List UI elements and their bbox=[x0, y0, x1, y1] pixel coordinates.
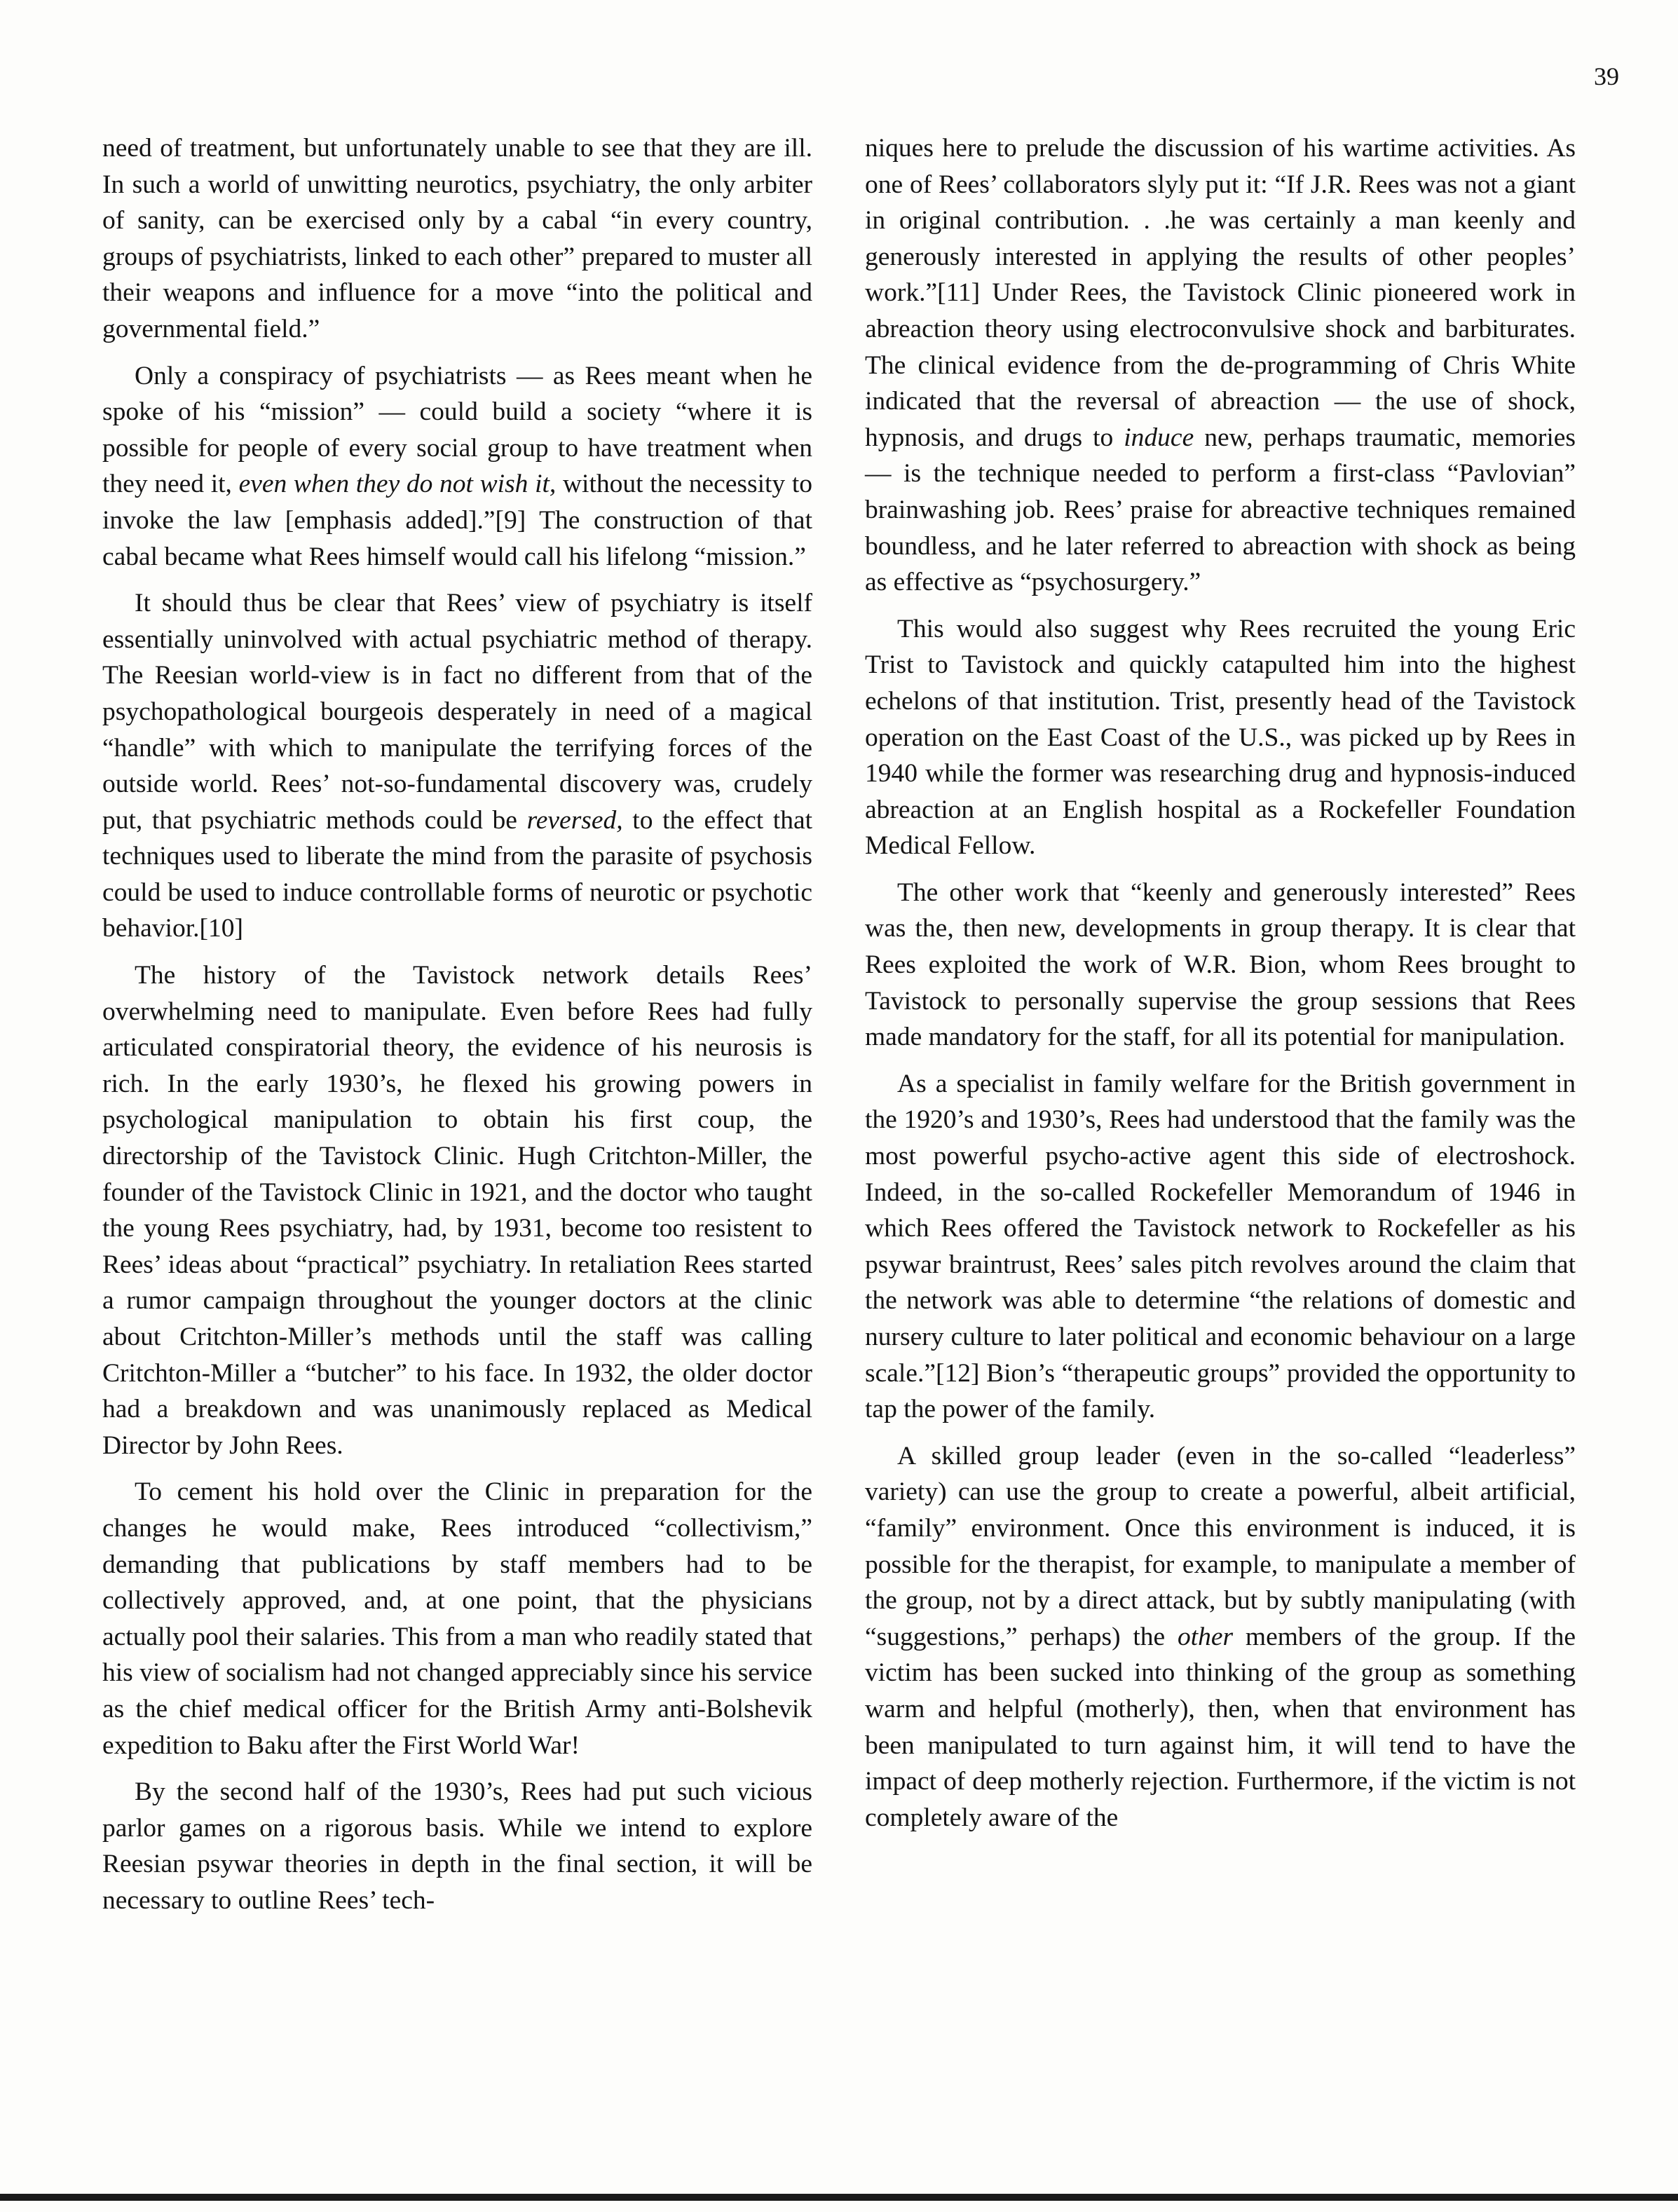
paragraph bbox=[865, 130, 1576, 601]
paragraph-text: The history of the Tavistock network details Rees’ overwhelming need to manipulate. Even before Rees had fully articulated conspiratorial theory, the evidence of his neurosis is rich. In the early 1930’s, he flexed his growing powers in psychological manipulation to obtain his first coup, the directorship of the Tavistock Clinic. Hugh Critchton-Miller, the founder of the Tavistock Clinic in 1921, and the doctor who taught the young Rees psychiatry, had, by 1931, become too resistent to Rees’ ideas about “practical” psychiatry. In retaliation Rees started a rumor campaign throughout the younger doctors at the clinic about Critchton-Miller’s methods until the staff was calling Critchton-Miller a “butcher” to his face. In 1932, the older doctor had a breakdown and was unanimously replaced as Medical Director by John Rees. bbox=[102, 961, 812, 1460]
paragraph bbox=[865, 1066, 1576, 1428]
emphasis-text: even when they do not wish it, bbox=[238, 470, 557, 499]
paragraph-text: To cement his hold over the Clinic in preparation for the changes he would make, Rees introduced “collectivism,” demanding that publications by staff members had to be collectively approved, and, at one point, that the physicians actually pool their salaries. This from a man who readily stated that his view of socialism had not changed appreciably since his service as the chief medical officer for the British Army anti-Bolshevik expedition to Baku after the First World War! bbox=[102, 1477, 812, 1760]
paragraph bbox=[102, 1774, 812, 1918]
bottom-scan-edge bbox=[0, 2194, 1678, 2201]
paragraph-text: new, perhaps traumatic, memories — is the technique needed to perform a first-class “Pavlovian” brainwashing job. Rees’ praise for abreactive techniques remained boundless, and he later referred to abreaction with shock as being as effective as “psychosurgery.” bbox=[865, 423, 1576, 597]
paragraph-text: As a specialist in family welfare for the British government in the 1920’s and 1930’s, Rees had understood that the family was the most powerful psycho-active agent this side of electroshock. Indeed, in the so-called Rockefeller Memorandum of 1946 in which Rees offered the Tavistock network to Rockefeller as his psywar braintrust, Rees’ sales pitch revolves around the claim that the network was able to determine “the relations of domestic and nursery culture to later political and economic behaviour on a large scale.”[12] Bion’s “therapeutic groups” provided the opportunity to tap the power of the family. bbox=[865, 1069, 1576, 1424]
paragraph bbox=[102, 1474, 812, 1763]
paragraph-text: without the necessity to invoke the law [emphasis added].”[9] The construction of that cabal became what Rees himself would call his lifelong “mission.” bbox=[102, 470, 812, 571]
paragraph bbox=[102, 957, 812, 1463]
paragraph bbox=[865, 611, 1576, 864]
paragraph-text: to the effect that techniques used to liberate the mind from the parasite of psychosis could be used to induce controllable forms of neurotic or psychotic behavior.[10] bbox=[102, 805, 813, 943]
paragraph-text: need of treatment, but unfortunately unable to see that they are ill. In such a world of unwitting neurotics, psychiatry, the only arbiter of sanity, can be exercised only by a cabal “in every country, groups of psychiatrists, linked to each other” prepared to muster all their weapons and influence for a move “into the political and governmental field.” bbox=[102, 134, 812, 343]
paragraph-text: It should thus be clear that Rees’ view of psychiatry is itself essentially uninvolved with actual psychiatric method of therapy. The Reesian world-view is in fact no different from that of the psychopathological bourgeois desperately in need of a magical “handle” with which to manipulate the terrifying forces of the outside world. Rees’ not-so-fundamental discovery was, crudely put, that psychiatric methods could be bbox=[102, 589, 812, 835]
paragraph-text: Only a conspiracy of psychiatrists — as Rees meant when he spoke of his “mission” — could build a society “where it is possible for people of every social group to have treatment when they need it, bbox=[102, 361, 812, 499]
paragraph bbox=[102, 358, 812, 575]
text-column-left bbox=[102, 130, 812, 1930]
paragraph bbox=[102, 130, 812, 348]
paragraph bbox=[865, 1438, 1576, 1836]
emphasis-text: other bbox=[1177, 1622, 1234, 1651]
paragraph-text: This would also suggest why Rees recruited the young Eric Trist to Tavistock and quickly catapulted him into the highest echelons of that institution. Trist, presently head of the Tavistock operation on the East Coast of the U.S., was picked up by Rees in 1940 while the former was researching drug and hypnosis-induced abreaction at an English hospital as a Rockefeller Foundation Medical Fellow. bbox=[865, 614, 1576, 861]
emphasis-text: induce bbox=[1124, 423, 1194, 452]
paragraph-text: The other work that “keenly and generously interested” Rees was the, then new, developments in group therapy. It is clear that Rees exploited the work of W.R. Bion, whom Rees brought to Tavistock to personally supervise the group sessions that Rees made mandatory for the staff, for all its potential for manipulation. bbox=[865, 878, 1576, 1052]
emphasis-text: reversed, bbox=[526, 805, 623, 835]
page-number: 39 bbox=[1594, 62, 1619, 90]
paragraph-text: niques here to prelude the discussion of his wartime activities. As one of Rees’ collaborators slyly put it: “If J.R. Rees was not a giant in original contribution. . .he was certainly a man keenly and generously interested in applying the results of other peoples’ work.”[11] Under Rees, the Tavistock Clinic pioneered work in abreaction theory using electroconvulsive shock and barbiturates. The clinical evidence from the de-programming of Chris White indicated that the reversal of abreaction — the use of shock, hypnosis, and drugs to bbox=[865, 134, 1576, 452]
paragraph bbox=[865, 875, 1576, 1056]
text-column-right bbox=[865, 130, 1576, 1846]
paragraph bbox=[102, 585, 812, 947]
paragraph-text: By the second half of the 1930’s, Rees had put such vicious parlor games on a rigorous basis. While we intend to explore Reesian psywar theories in depth in the final section, it will be necessary to outline Rees’ tech- bbox=[102, 1777, 812, 1915]
paragraph-text: members of the group. If the victim has been sucked into thinking of the group as something warm and helpful (motherly), then, when that environment has been manipulated to turn against him, it will tend to have the impact of deep motherly rejection. Furthermore, if the victim is not completely aware of the bbox=[865, 1622, 1576, 1832]
paragraph-text: A skilled group leader (even in the so-called “leaderless” variety) can use the group to create a powerful, albeit artificial, “family” environment. Once this environment is induced, it is possible for the therapist, for example, to manipulate a member of the group, not by a direct attack, but by subtly manipulating (with “suggestions,” perhaps) the bbox=[865, 1441, 1576, 1651]
